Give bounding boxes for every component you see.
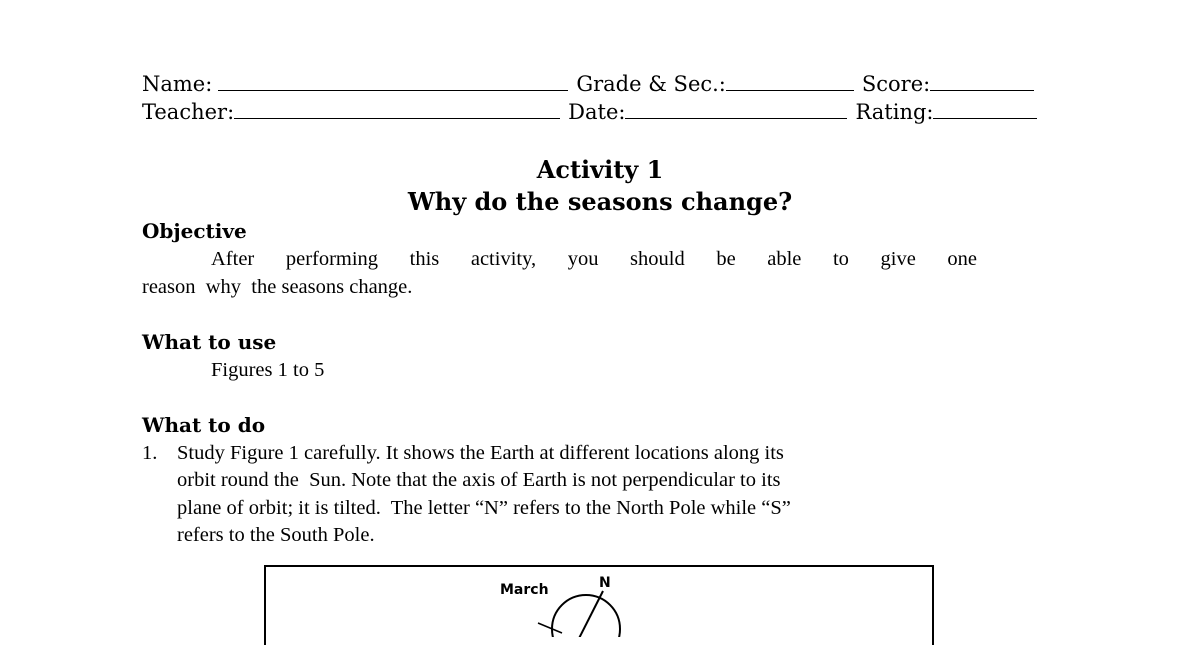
objective-line-1: After performing this activity, you should be able to give one [211,248,977,270]
name-blank [218,70,568,91]
teacher-label: Teacher: [142,100,235,124]
score-blank [930,70,1034,91]
header-row-1 [142,70,1057,98]
what-to-use-heading: What to use [142,330,277,354]
earth-circle [552,595,620,637]
north-pole-label: N [599,575,611,591]
earth-shading-line [538,623,562,633]
earth-diagram [266,567,936,637]
step-line-1: Study Figure 1 carefully. It shows the Earth at different locations along its [177,442,784,464]
grade-blank [726,70,854,91]
activity-title: Activity 1 [536,155,664,184]
rating-label: Rating: [855,100,934,124]
teacher-blank [234,98,560,119]
date-label: Date: [568,100,626,124]
activity-subtitle: Why do the seasons change? [407,187,793,216]
header-row-2 [142,98,1057,126]
score-label: Score: [861,72,931,96]
what-to-do-heading: What to do [142,413,266,437]
objective-heading: Objective [142,219,247,243]
objective-line-2: reason why the seasons change. [142,276,413,298]
step-line-2: orbit round the Sun. Note that the axis of Earth is not perpendicular to its [177,469,781,491]
name-label: Name: [142,72,213,96]
date-blank [625,98,847,119]
rating-blank [933,98,1037,119]
what-to-use-text: Figures 1 to 5 [211,359,325,381]
step-number: 1. [142,442,158,464]
figure-1-box [264,565,934,645]
grade-label: Grade & Sec.: [576,72,726,96]
step-line-4: refers to the South Pole. [177,524,375,546]
march-label: March [500,582,549,598]
step-line-3: plane of orbit; it is tilted. The letter “N” refers to the North Pole while “S” [177,497,791,519]
